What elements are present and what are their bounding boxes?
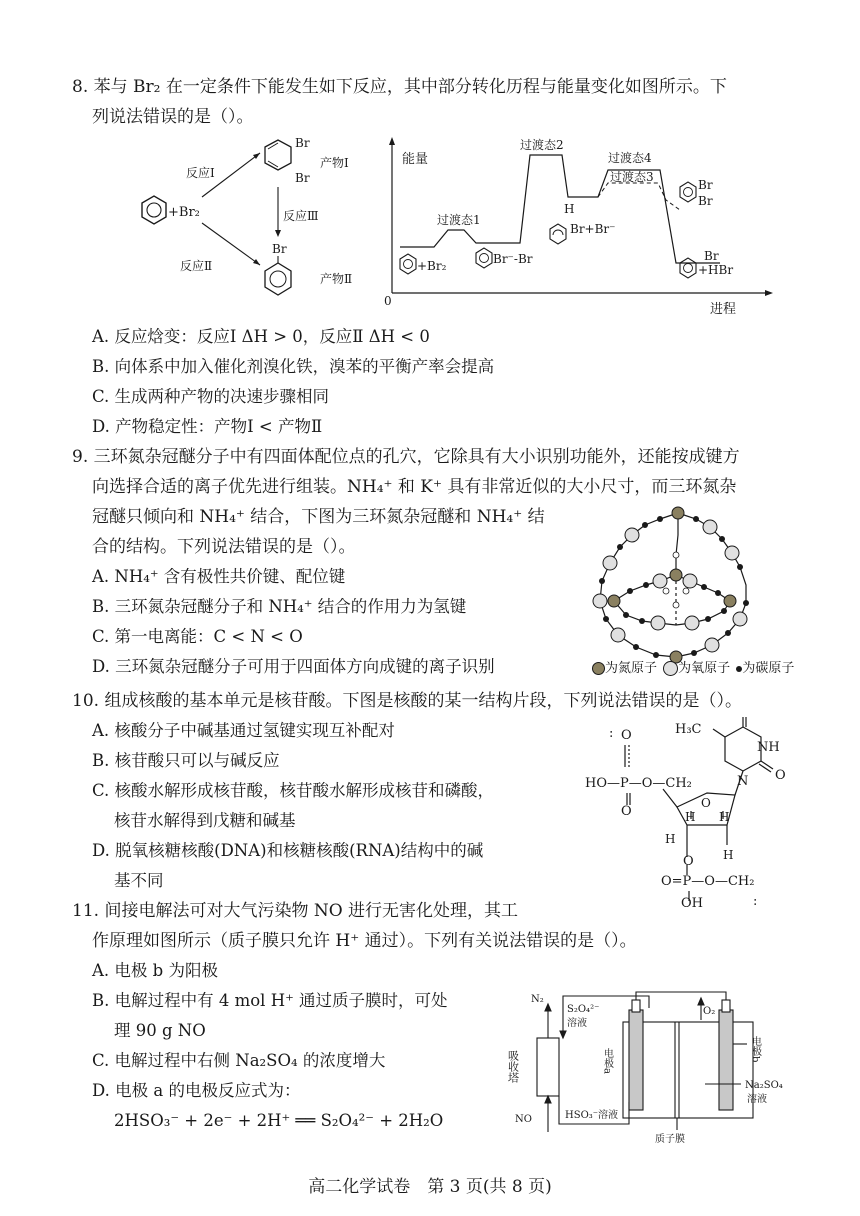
q8-option-a[interactable]: A. 反应焓变：反应Ⅰ ΔH > 0，反应Ⅱ ΔH < 0 [92, 327, 430, 346]
reactant-label: +Br₂ [168, 205, 200, 220]
q8-energy-diagram [380, 135, 790, 320]
n1-label: N [737, 774, 749, 789]
o3-label: O [683, 854, 694, 869]
int1-label: Br⁻-Br [493, 252, 533, 266]
legend-n-label: 为氮原子 [605, 661, 658, 676]
oh-label: OH [681, 896, 703, 910]
legend-o-label: 为氧原子 [678, 661, 731, 676]
end-product2-icon [680, 258, 696, 278]
q10-option-a[interactable]: A. 核酸分子中碱基通过氢键实现互补配对 [92, 721, 395, 740]
q8-option-c[interactable]: C. 生成两种产物的决速步骤相同 [92, 387, 330, 406]
start-label: +Br₂ [417, 259, 447, 273]
benzene-reactant-icon [142, 196, 166, 224]
legend-c-label: 为碳原子 [742, 661, 795, 676]
ts2-label: 过渡态2 [520, 138, 564, 152]
q9-stem-line4: 合的结构。下列说法错误的是（）。 [92, 537, 356, 557]
nitrogen-legend-icon [592, 662, 605, 675]
q8-option-b[interactable]: B. 向体系中加入催化剂溴化铁，溴苯的平衡产率会提高 [92, 357, 495, 376]
q8-stem-line1: 8. 苯与 Br₂ 在一定条件下能发生如下反应，其中部分转化历程与能量变化如图所示。下 [72, 77, 727, 97]
start-benzene-icon [400, 254, 416, 274]
q8-stem-line2: 列说法错误的是（）。 [92, 107, 254, 127]
q9-option-a[interactable]: A. NH₄⁺ 含有极性共价键、配位键 [92, 567, 346, 586]
origin-label: 0 [384, 294, 392, 308]
top-dots: : [609, 726, 616, 741]
end-product1-br2: Br [698, 194, 713, 208]
end-product1-icon [680, 182, 696, 202]
top-o: O [621, 728, 632, 743]
n2-label: N₂ [531, 994, 544, 1005]
q9-stem-line1: 9. 三环氮杂冠醚分子中有四面体配位点的孔穴，它除具有大小识别功能外，还能按成键方 [72, 447, 740, 467]
q9-option-b[interactable]: B. 三环氮杂冠醚分子和 NH₄⁺ 结合的作用力为氢键 [92, 597, 467, 616]
ts3-label: 过渡态3 [610, 170, 654, 184]
s2o4-solution-label: 溶液 [567, 1018, 587, 1029]
electrode-b-label: 电极b [749, 1036, 761, 1063]
rxn2-label: 反应Ⅱ [180, 259, 213, 273]
q11-option-c[interactable]: C. 电解过程中右侧 Na₂SO₄ 的浓度增大 [92, 1051, 386, 1070]
q10-option-b[interactable]: B. 核苷酸只可以与碱反应 [92, 751, 280, 770]
q9-stem-line3: 冠醚只倾向和 NH₄⁺ 结合，下图为三环氮杂冠醚和 NH₄⁺ 结 [92, 507, 545, 527]
o2-label: O₂ [703, 1006, 716, 1017]
product1-br-top: Br [295, 136, 310, 150]
q10-option-c[interactable]: C. 核酸水解形成核苷酸，核苷酸水解形成核苷和磷酸， [92, 781, 495, 800]
rxn3-label: 反应Ⅲ [283, 209, 319, 223]
product2-br: Br [272, 242, 287, 256]
ts4-label: 过渡态4 [608, 151, 652, 165]
end-product2-br: Br [704, 249, 719, 263]
q11-option-b[interactable]: B. 电解过程中有 4 mol H⁺ 通过质子膜时，可处 [92, 991, 448, 1010]
q11-stem-line1: 11. 间接电解法可对大气污染物 NO 进行无害化处理，其工 [72, 901, 519, 921]
product2-label: 产物Ⅱ [320, 272, 353, 286]
ring-o-label: O [701, 796, 711, 810]
progress-axis-label: 进程 [710, 302, 737, 317]
oxygen-legend-icon [663, 661, 678, 676]
q8-option-d[interactable]: D. 产物稳定性：产物Ⅰ < 产物Ⅱ [92, 417, 323, 436]
membrane-label: 质子膜 [655, 1134, 685, 1145]
q11-stem-line2: 作原理如图所示（质子膜只允许 H⁺ 通过）。下列有关说法错误的是（）。 [92, 931, 637, 951]
int2-h-label: H [564, 202, 575, 216]
sugar-h3: H [665, 832, 676, 846]
int2-ring-icon [550, 224, 566, 244]
q11-option-d[interactable]: D. 电极 a 的电极反应式为： [92, 1081, 301, 1100]
product1-br-bottom: Br [295, 171, 310, 185]
q9-option-c[interactable]: C. 第一电离能：C < N < O [92, 627, 303, 646]
q9-option-d[interactable]: D. 三环氮杂冠醚分子可用于四面体方向成键的离子识别 [92, 657, 495, 676]
sugar-h2: H [719, 810, 730, 824]
ts1-label: 过渡态1 [437, 213, 481, 227]
sugar-h4: H [723, 848, 734, 862]
hso3-label: HSO₃⁻溶液 [565, 1110, 619, 1121]
q8-reaction-scheme [120, 135, 380, 310]
q11-option-d-equation: 2HSO₃⁻ + 2e⁻ + 2H⁺ ══ S₂O₄²⁻ + 2H₂O [114, 1111, 444, 1130]
q10-option-d-cont: 基不同 [114, 871, 164, 890]
product2-structure-icon [265, 256, 291, 295]
electrode-a-label: 电极a [601, 1048, 613, 1074]
page-footer: 高二化学试卷 第 3 页(共 8 页) [308, 1177, 552, 1197]
no-label: NO [515, 1114, 532, 1125]
cryptand-legend [592, 654, 794, 684]
h3c-label: H₃C [675, 722, 702, 737]
phosphate-o-label: O [621, 804, 632, 819]
bottom-dots: : [753, 894, 758, 909]
na2so4-solution-label: 溶液 [747, 1094, 767, 1105]
q9-stem-line2: 向选择合适的离子优先进行组装。NH₄⁺ 和 K⁺ 具有非常近似的大小尺寸，而三环氮杂 [92, 477, 737, 497]
electrolysis-diagram [505, 990, 790, 1145]
phosphate-bottom-label: O=P—O—CH₂ [661, 874, 755, 889]
nh-label: NH [757, 740, 780, 755]
sugar-h1: H [685, 810, 696, 824]
tower-label: 吸收塔 [506, 1050, 520, 1083]
phosphate-top-label: HO—P—O—CH₂ [585, 776, 692, 791]
energy-axis-label: 能量 [402, 152, 429, 167]
s2o4-label: S₂O₄²⁻ [567, 1004, 600, 1015]
int2-label: Br+Br⁻ [570, 222, 616, 236]
q11-option-a[interactable]: A. 电极 b 为阳极 [92, 961, 218, 980]
na2so4-label: Na₂SO₄ [745, 1080, 783, 1091]
q10-stem: 10. 组成核酸的基本单元是核苷酸。下图是核酸的某一结构片段，下列说法错误的是（）。 [72, 691, 742, 711]
nucleotide-structure [585, 715, 800, 910]
q11-option-b-cont: 理 90 g NO [114, 1021, 206, 1040]
q10-option-d[interactable]: D. 脱氧核糖核酸(DNA)和核糖核酸(RNA)结构中的碱 [92, 841, 484, 860]
end-product1-br1: Br [698, 178, 713, 192]
c2-o-label: O [775, 768, 786, 783]
product1-structure-icon [265, 140, 291, 170]
rxn1-label: 反应Ⅰ [186, 166, 215, 180]
q10-option-c-cont: 核苷水解得到戊糖和碱基 [114, 811, 296, 830]
product1-label: 产物Ⅰ [320, 156, 349, 170]
int1-benzene-icon [476, 248, 492, 268]
end-product2-label: +HBr [698, 263, 734, 277]
